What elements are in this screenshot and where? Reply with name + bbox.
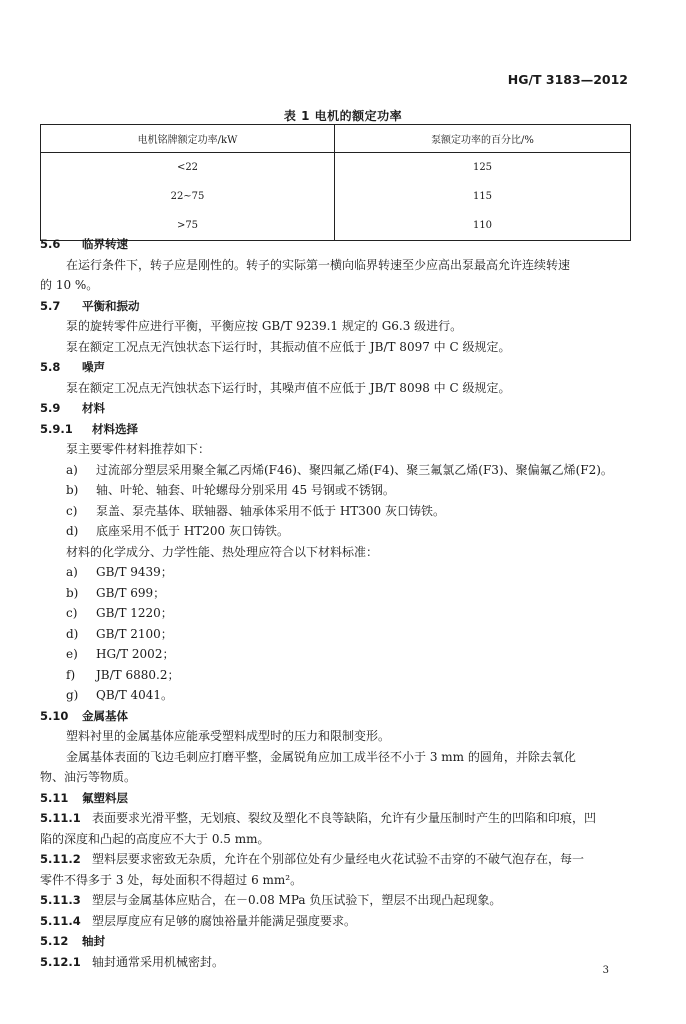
section-number: 5.7 bbox=[40, 298, 61, 313]
section-number: 5.10 bbox=[40, 708, 69, 723]
table-cell: 22~75 bbox=[41, 182, 335, 211]
paragraph-line: 金属基体表面的飞边毛刺应打磨平整，金属锐角应加工成半径不小于 3 mm 的圆角，并除去氧化 bbox=[66, 749, 576, 764]
list-label: b) bbox=[66, 483, 79, 497]
table-title: 表 1 电机的额定功率 bbox=[283, 109, 403, 123]
section-heading bbox=[40, 931, 632, 952]
list-text: QB/T 4041。 bbox=[96, 688, 174, 702]
section-number: 5.6 bbox=[40, 237, 61, 251]
list-label: g) bbox=[66, 688, 79, 702]
list-text: GB/T 2100； bbox=[96, 626, 173, 641]
list-label: d) bbox=[66, 626, 79, 641]
paragraph-line: 的 10 %。 bbox=[40, 278, 99, 292]
table-cell: <22 bbox=[41, 153, 335, 183]
list-label: a) bbox=[66, 565, 78, 579]
section-heading bbox=[40, 296, 632, 317]
list-label: c) bbox=[66, 606, 78, 620]
clause-number: 5.11.3 bbox=[40, 893, 81, 907]
section-title: 金属基体 bbox=[82, 708, 128, 723]
list-text: 轴、叶轮、轴套、叶轮螺母分别采用 45 号钢或不锈钢。 bbox=[96, 483, 395, 497]
table-header-row bbox=[41, 125, 631, 153]
paragraph-line: 在运行条件下，转子应是刚性的。转子的实际第一横向临界转速至少应高出泵最高允许连续转速 bbox=[66, 257, 571, 272]
table-cell: 110 bbox=[335, 211, 631, 241]
clause-text: 塑料层要求密致无杂质，允许在个别部位处有少量经电火花试验不击穿的不破气泡存在，每一 bbox=[92, 852, 585, 866]
section-title: 材料 bbox=[82, 401, 105, 415]
clause-line bbox=[40, 952, 632, 973]
clause-text: 表面要求光滑平整，无划痕、裂纹及塑化不良等缺陷，允许有少量压制时产生的凹陷和印痕，凹 bbox=[92, 811, 597, 825]
list-item bbox=[40, 665, 632, 686]
clause-number: 5.12.1 bbox=[40, 954, 81, 969]
table-row bbox=[41, 153, 631, 183]
clause-text: 塑层厚度应有足够的腐蚀裕量并能满足强度要求。 bbox=[92, 913, 357, 928]
clause-number: 5.11.4 bbox=[40, 913, 81, 928]
list-item bbox=[40, 562, 632, 583]
page-number: 3 bbox=[602, 965, 609, 976]
paragraph-line: 材料的化学成分、力学性能、热处理应符合以下材料标准： bbox=[66, 544, 379, 559]
paragraph-line: 塑料衬里的金属基体应能承受塑料成型时的压力和限制变形。 bbox=[66, 729, 391, 743]
list-label: a) bbox=[66, 462, 78, 477]
list-text: 过流部分塑层采用聚全氟乙丙烯(F46)、聚四氟乙烯(F4)、聚三氟氯乙烯(F3)、聚偏氟乙烯(F2)。 bbox=[96, 462, 613, 477]
section-heading bbox=[40, 234, 632, 255]
table-cell: 115 bbox=[335, 182, 631, 211]
list-label: b) bbox=[66, 585, 79, 600]
standard-code: HG/T 3183—2012 bbox=[507, 72, 628, 87]
list-item bbox=[40, 603, 632, 624]
list-item bbox=[40, 644, 632, 665]
column-header: 电机铭牌额定功率/kW bbox=[41, 125, 335, 153]
list-item bbox=[40, 624, 632, 645]
section-heading bbox=[40, 419, 632, 440]
clause-text: 塑层与金属基体应贴合，在－0.08 MPa 负压试验下，塑层不出现凸起现象。 bbox=[92, 893, 502, 907]
clause-line bbox=[40, 890, 632, 911]
motor-rating-table bbox=[40, 124, 631, 241]
list-label: f) bbox=[66, 667, 76, 682]
section-title: 噪声 bbox=[82, 360, 105, 374]
table-cell: 125 bbox=[335, 153, 631, 183]
clause-line bbox=[40, 808, 632, 829]
list-label: e) bbox=[66, 647, 78, 661]
column-header: 泵额定功率的百分比/% bbox=[335, 125, 631, 153]
section-number: 5.8 bbox=[40, 360, 61, 374]
list-item bbox=[40, 583, 632, 604]
list-item bbox=[40, 521, 632, 542]
list-text: 底座采用不低于 HT200 灰口铸铁。 bbox=[96, 524, 290, 538]
list-text: GB/T 699； bbox=[96, 585, 166, 600]
document-body bbox=[40, 234, 632, 972]
list-text: HG/T 2002； bbox=[96, 647, 175, 661]
list-item bbox=[40, 460, 632, 481]
section-heading bbox=[40, 398, 632, 419]
paragraph-line: 物、油污等物质。 bbox=[40, 770, 137, 784]
list-item bbox=[40, 480, 632, 501]
table-cell: >75 bbox=[41, 211, 335, 241]
paragraph-line: 泵在额定工况点无汽蚀状态下运行时，其振动值不应低于 JB/T 8097 中 C 级规定。 bbox=[66, 339, 511, 354]
section-number: 5.9.1 bbox=[40, 421, 73, 436]
section-number: 5.12 bbox=[40, 934, 69, 948]
section-title: 临界转速 bbox=[82, 237, 128, 251]
list-label: c) bbox=[66, 503, 78, 518]
section-heading bbox=[40, 357, 632, 378]
section-number: 5.9 bbox=[40, 401, 61, 415]
paragraph-line: 陷的深度和凸起的高度应不大于 0.5 mm。 bbox=[40, 831, 270, 846]
paragraph-line: 泵在额定工况点无汽蚀状态下运行时，其噪声值不应低于 JB/T 8098 中 C 级规定。 bbox=[66, 380, 511, 395]
section-number: 5.11 bbox=[40, 790, 69, 805]
list-text: GB/T 1220； bbox=[96, 606, 173, 620]
clause-number: 5.11.2 bbox=[40, 852, 81, 866]
paragraph-line: 泵的旋转零件应进行平衡，平衡应按 GB/T 9239.1 规定的 G6.3 级进行。 bbox=[66, 319, 463, 333]
list-item bbox=[40, 501, 632, 522]
list-text: JB/T 6880.2； bbox=[96, 667, 180, 682]
paragraph-line: 零件不得多于 3 处，每处面积不得超过 6 mm²。 bbox=[40, 872, 303, 887]
clause-text: 轴封通常采用机械密封。 bbox=[92, 954, 225, 969]
list-label: d) bbox=[66, 524, 79, 538]
clause-number: 5.11.1 bbox=[40, 811, 81, 825]
section-heading bbox=[40, 706, 632, 727]
section-title: 材料选择 bbox=[92, 421, 138, 436]
list-item bbox=[40, 685, 632, 706]
list-text: 泵盖、泵壳基体、联轴器、轴承体采用不低于 HT300 灰口铸铁。 bbox=[96, 503, 446, 518]
clause-line bbox=[40, 849, 632, 870]
list-text: GB/T 9439； bbox=[96, 565, 173, 579]
section-title: 平衡和振动 bbox=[82, 298, 140, 313]
paragraph-line: 泵主要零件材料推荐如下： bbox=[66, 442, 211, 456]
clause-line bbox=[40, 911, 632, 932]
section-title: 氟塑料层 bbox=[82, 790, 128, 805]
section-heading bbox=[40, 788, 632, 809]
table-row bbox=[41, 182, 631, 211]
section-title: 轴封 bbox=[82, 934, 105, 948]
